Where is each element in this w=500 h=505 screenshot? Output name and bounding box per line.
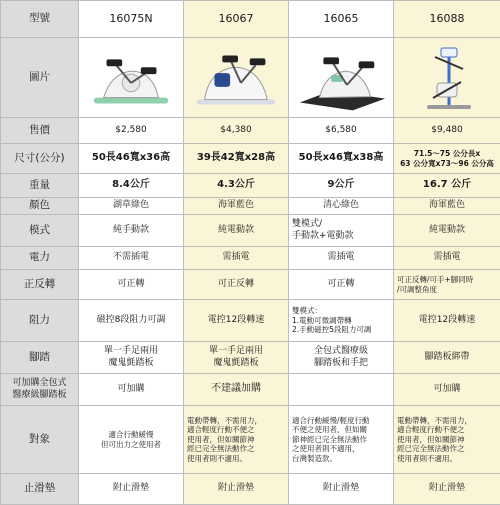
resistance-16088: 電控12段轉速 bbox=[394, 300, 500, 342]
size-16067: 39長42寬x28高 bbox=[184, 144, 289, 174]
pedal-16075n: 單一手足兩用 魔鬼氈踏板 bbox=[79, 342, 184, 374]
weight-16065: 9公斤 bbox=[289, 174, 394, 198]
weight-16088: 16.7 公斤 bbox=[394, 174, 500, 198]
power-16067: 需插電 bbox=[184, 247, 289, 270]
row-pedal bbox=[1, 342, 500, 374]
target-16067: 電動帶轉，不需用力， 適合輕度行動不便之 使用者，但如關節神 經已完全無法動作之 使用者則不適用。 bbox=[184, 406, 289, 474]
label-weight: 重量 bbox=[1, 174, 79, 198]
model-16075n: 16075N bbox=[79, 1, 184, 38]
addon-16075n: 可加購 bbox=[79, 374, 184, 406]
label-power: 電力 bbox=[1, 247, 79, 270]
mode-16067: 純電動款 bbox=[184, 215, 289, 247]
label-size: 尺寸(公分) bbox=[1, 144, 79, 174]
color-16088: 海軍藍色 bbox=[394, 198, 500, 215]
label-image: 圖片 bbox=[1, 38, 79, 118]
image-16067 bbox=[184, 38, 289, 118]
row-rotation bbox=[1, 270, 500, 300]
label-mode: 模式 bbox=[1, 215, 79, 247]
label-pedal: 腳踏 bbox=[1, 342, 79, 374]
label-target: 對象 bbox=[1, 406, 79, 474]
model-16088: 16088 bbox=[394, 1, 500, 38]
image-16065 bbox=[289, 38, 394, 118]
label-color: 顏色 bbox=[1, 198, 79, 215]
price-16067: $4,380 bbox=[184, 118, 289, 144]
upright-arm-leg-exerciser-image bbox=[397, 43, 497, 113]
image-16088 bbox=[394, 38, 500, 118]
price-16088: $9,480 bbox=[394, 118, 500, 144]
rotation-16075n: 可正轉 bbox=[79, 270, 184, 300]
row-size bbox=[1, 144, 500, 174]
mode-16088: 純電動款 bbox=[394, 215, 500, 247]
label-resistance: 阻力 bbox=[1, 300, 79, 342]
row-mode bbox=[1, 215, 500, 247]
power-16088: 需插電 bbox=[394, 247, 500, 270]
price-16075n: $2,580 bbox=[79, 118, 184, 144]
rotation-16065: 可正轉 bbox=[289, 270, 394, 300]
pedal-16065: 全包式醫療級 腳踏板和手把 bbox=[289, 342, 394, 374]
image-16075n bbox=[79, 38, 184, 118]
row-model bbox=[1, 1, 500, 38]
addon-16065 bbox=[289, 374, 394, 406]
size-16088: 71.5～75 公分長x 63 公分寬x73～96 公分高 bbox=[394, 144, 500, 174]
label-model: 型號 bbox=[1, 1, 79, 38]
resistance-16075n: 磁控8段阻力可調 bbox=[79, 300, 184, 342]
label-addon: 可加購全包式 醫療級腳踏板 bbox=[1, 374, 79, 406]
weight-16075n: 8.4公斤 bbox=[79, 174, 184, 198]
size-16065: 50長x46寬x38高 bbox=[289, 144, 394, 174]
slip-16065: 附止滑墊 bbox=[289, 474, 394, 505]
pedal-exerciser-with-mat-image bbox=[292, 43, 390, 113]
target-16088: 電動帶轉，不需用力， 適合輕度行動不便之 使用者，但如關節神 經已完全無法動作之 使用者則不適用。 bbox=[394, 406, 500, 474]
rotation-16067: 可正反轉 bbox=[184, 270, 289, 300]
target-16065: 適合行動緩慢/輕度行動 不便之使用者，但如關 節神經已完全無法動作 之使用者則不適用， 台灣製造款。 bbox=[289, 406, 394, 474]
size-16075n: 50長46寬x36高 bbox=[79, 144, 184, 174]
target-16075n: 適合行動緩慢 但可出力之使用者 bbox=[79, 406, 184, 474]
row-power bbox=[1, 247, 500, 270]
rotation-16088: 可正反轉/可手+腳同時 /可調整角度 bbox=[394, 270, 500, 300]
pedal-exerciser-white-green-image bbox=[82, 43, 180, 113]
row-color bbox=[1, 198, 500, 215]
slip-16075n: 附止滑墊 bbox=[79, 474, 184, 505]
slip-16067: 附止滑墊 bbox=[184, 474, 289, 505]
pedal-16067: 單一手足兩用 魔鬼氈踏板 bbox=[184, 342, 289, 374]
slip-16088: 附止滑墊 bbox=[394, 474, 500, 505]
weight-16067: 4.3公斤 bbox=[184, 174, 289, 198]
addon-16067: 不建議加購 bbox=[184, 374, 289, 406]
addon-16088: 可加購 bbox=[394, 374, 500, 406]
row-resistance bbox=[1, 300, 500, 342]
row-target bbox=[1, 406, 500, 474]
power-16075n: 不需插電 bbox=[79, 247, 184, 270]
label-slip: 止滑墊 bbox=[1, 474, 79, 505]
mode-16075n: 純手動款 bbox=[79, 215, 184, 247]
row-addon bbox=[1, 374, 500, 406]
row-price bbox=[1, 118, 500, 144]
mode-16065: 雙模式/ 手動款+電動款 bbox=[289, 215, 394, 247]
resistance-16065: 雙模式： 1.電動可微調帶轉 2.手動磁控5段阻力可調 bbox=[289, 300, 394, 342]
pedal-exerciser-white-blue-image bbox=[187, 43, 285, 113]
color-16065: 清心綠色 bbox=[289, 198, 394, 215]
label-rotation: 正反轉 bbox=[1, 270, 79, 300]
color-16067: 海軍藍色 bbox=[184, 198, 289, 215]
power-16065: 需插電 bbox=[289, 247, 394, 270]
resistance-16067: 電控12段轉速 bbox=[184, 300, 289, 342]
pedal-16088: 腳踏板綁帶 bbox=[394, 342, 500, 374]
model-16065: 16065 bbox=[289, 1, 394, 38]
color-16075n: 湖草綠色 bbox=[79, 198, 184, 215]
row-image bbox=[1, 38, 500, 118]
price-16065: $6,580 bbox=[289, 118, 394, 144]
row-weight bbox=[1, 174, 500, 198]
label-price: 售價 bbox=[1, 118, 79, 144]
model-16067: 16067 bbox=[184, 1, 289, 38]
